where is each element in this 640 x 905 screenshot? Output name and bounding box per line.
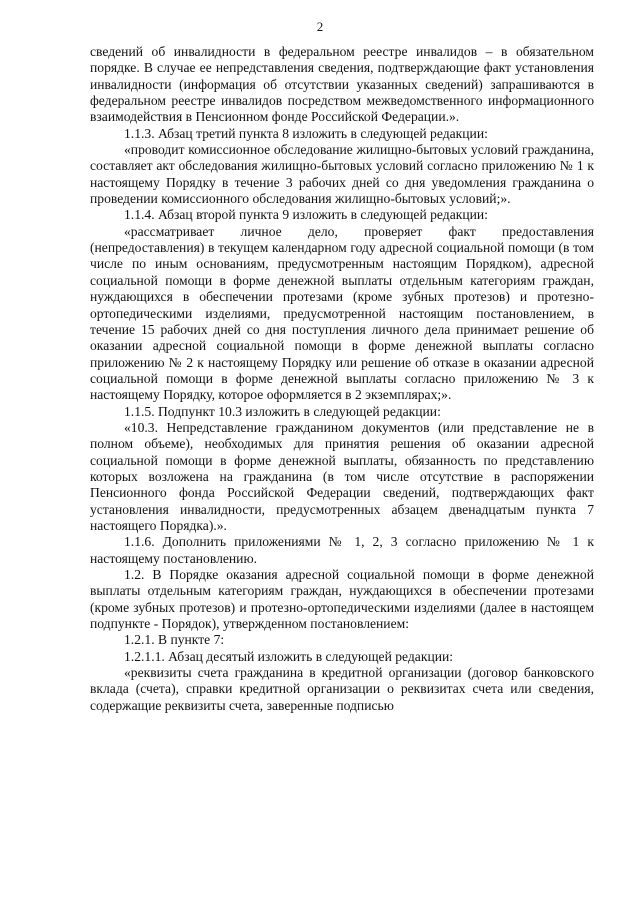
paragraph: 1.1.3. Абзац третий пункта 8 изложить в следующей редакции: [124,125,488,141]
paragraph: 1.2. В Порядке оказания адресной социальной помощи в форме денежной выплаты отдельным категориям граждан, нуждающихся в обеспечении протезами (кроме зубных протезов) и протезно-ортопедическими изделиями (далее в настоящем подпункте - Порядок), утвержденном постановлением: [90,567,594,632]
paragraph: сведений об инвалидности в федеральном реестре инвалидов – в обязательном порядке. В случае ее непредставления сведения, подтверждающие факт установления инвалидности (информация об отсутствии указанных сведений) запрашиваются в федеральном реестре инвалидов посредством межведомственного информационного взаимодействия в Пенсионном фонде Российской Федерации.». [90,44,594,125]
paragraph: 1.1.4. Абзац второй пункта 9 изложить в следующей редакции: [124,207,488,223]
paragraph: 1.1.5. Подпункт 10.3 изложить в следующей редакции: [124,403,441,419]
document-body [90,44,594,714]
paragraph: «проводит комиссионное обследование жилищно-бытовых условий гражданина, составляет акт обследования жилищно-бытовых условий согласно приложению № 1 к настоящему Порядку в течение 3 рабочих дней со дня уведомления гражданина о проведении комиссионного обследования жилищно-бытовых условий;». [90,142,594,207]
paragraph: «реквизиты счета гражданина в кредитной организации (договор банковского вклада (счета), справки кредитной организации о реквизитах счета или сведения, содержащие реквизиты счета, заверенные подписью [90,665,594,713]
page-number: 2 [316,19,324,34]
paragraph: 1.2.1. В пункте 7: [124,632,225,648]
paragraph: «10.3. Непредставление гражданином документов (или представление не в полном объеме), необходимых для принятия решения об оказании адресной социальной помощи в форме денежной выплаты, обязанность по представлению которых возложена на гражданина (в том числе отсутствие в распоряжении Пенсионного фонда Российской Федерации сведений, подтверждающих факт установления инвалидности, предусмотренных абзацем двенадцатым пункта 7 настоящего Порядка).». [90,419,594,533]
paragraph: «рассматривает личное дело, проверяет факт предоставления (непредоставления) в текущем календарном году адресной социальной помощи (в том числе по иным основаниям, предусмотренным настоящим Порядком), адресной социальной помощи в форме денежной выплаты отдельным категориям граждан, нуждающихся в обеспечении протезами (кроме зубных протезов) и протезно-ортопедическими изделиями, предусмотренной настоящим постановлением, в течение 15 рабочих дней со дня поступления личного дела принимает решение об оказании адресной социальной помощи в форме денежной выплаты согласно приложению № 2 к настоящему Порядку или решение об отказе в оказании адресной социальной помощи в форме денежной выплаты согласно приложению № 3 к настоящему Порядку, которое оформляется в 2 экземплярах;». [90,223,594,403]
paragraph: 1.1.6. Дополнить приложениями № 1, 2, 3 согласно приложению № 1 к настоящему постановлению. [90,534,594,566]
paragraph: 1.2.1.1. Абзац десятый изложить в следующей редакции: [124,648,454,664]
